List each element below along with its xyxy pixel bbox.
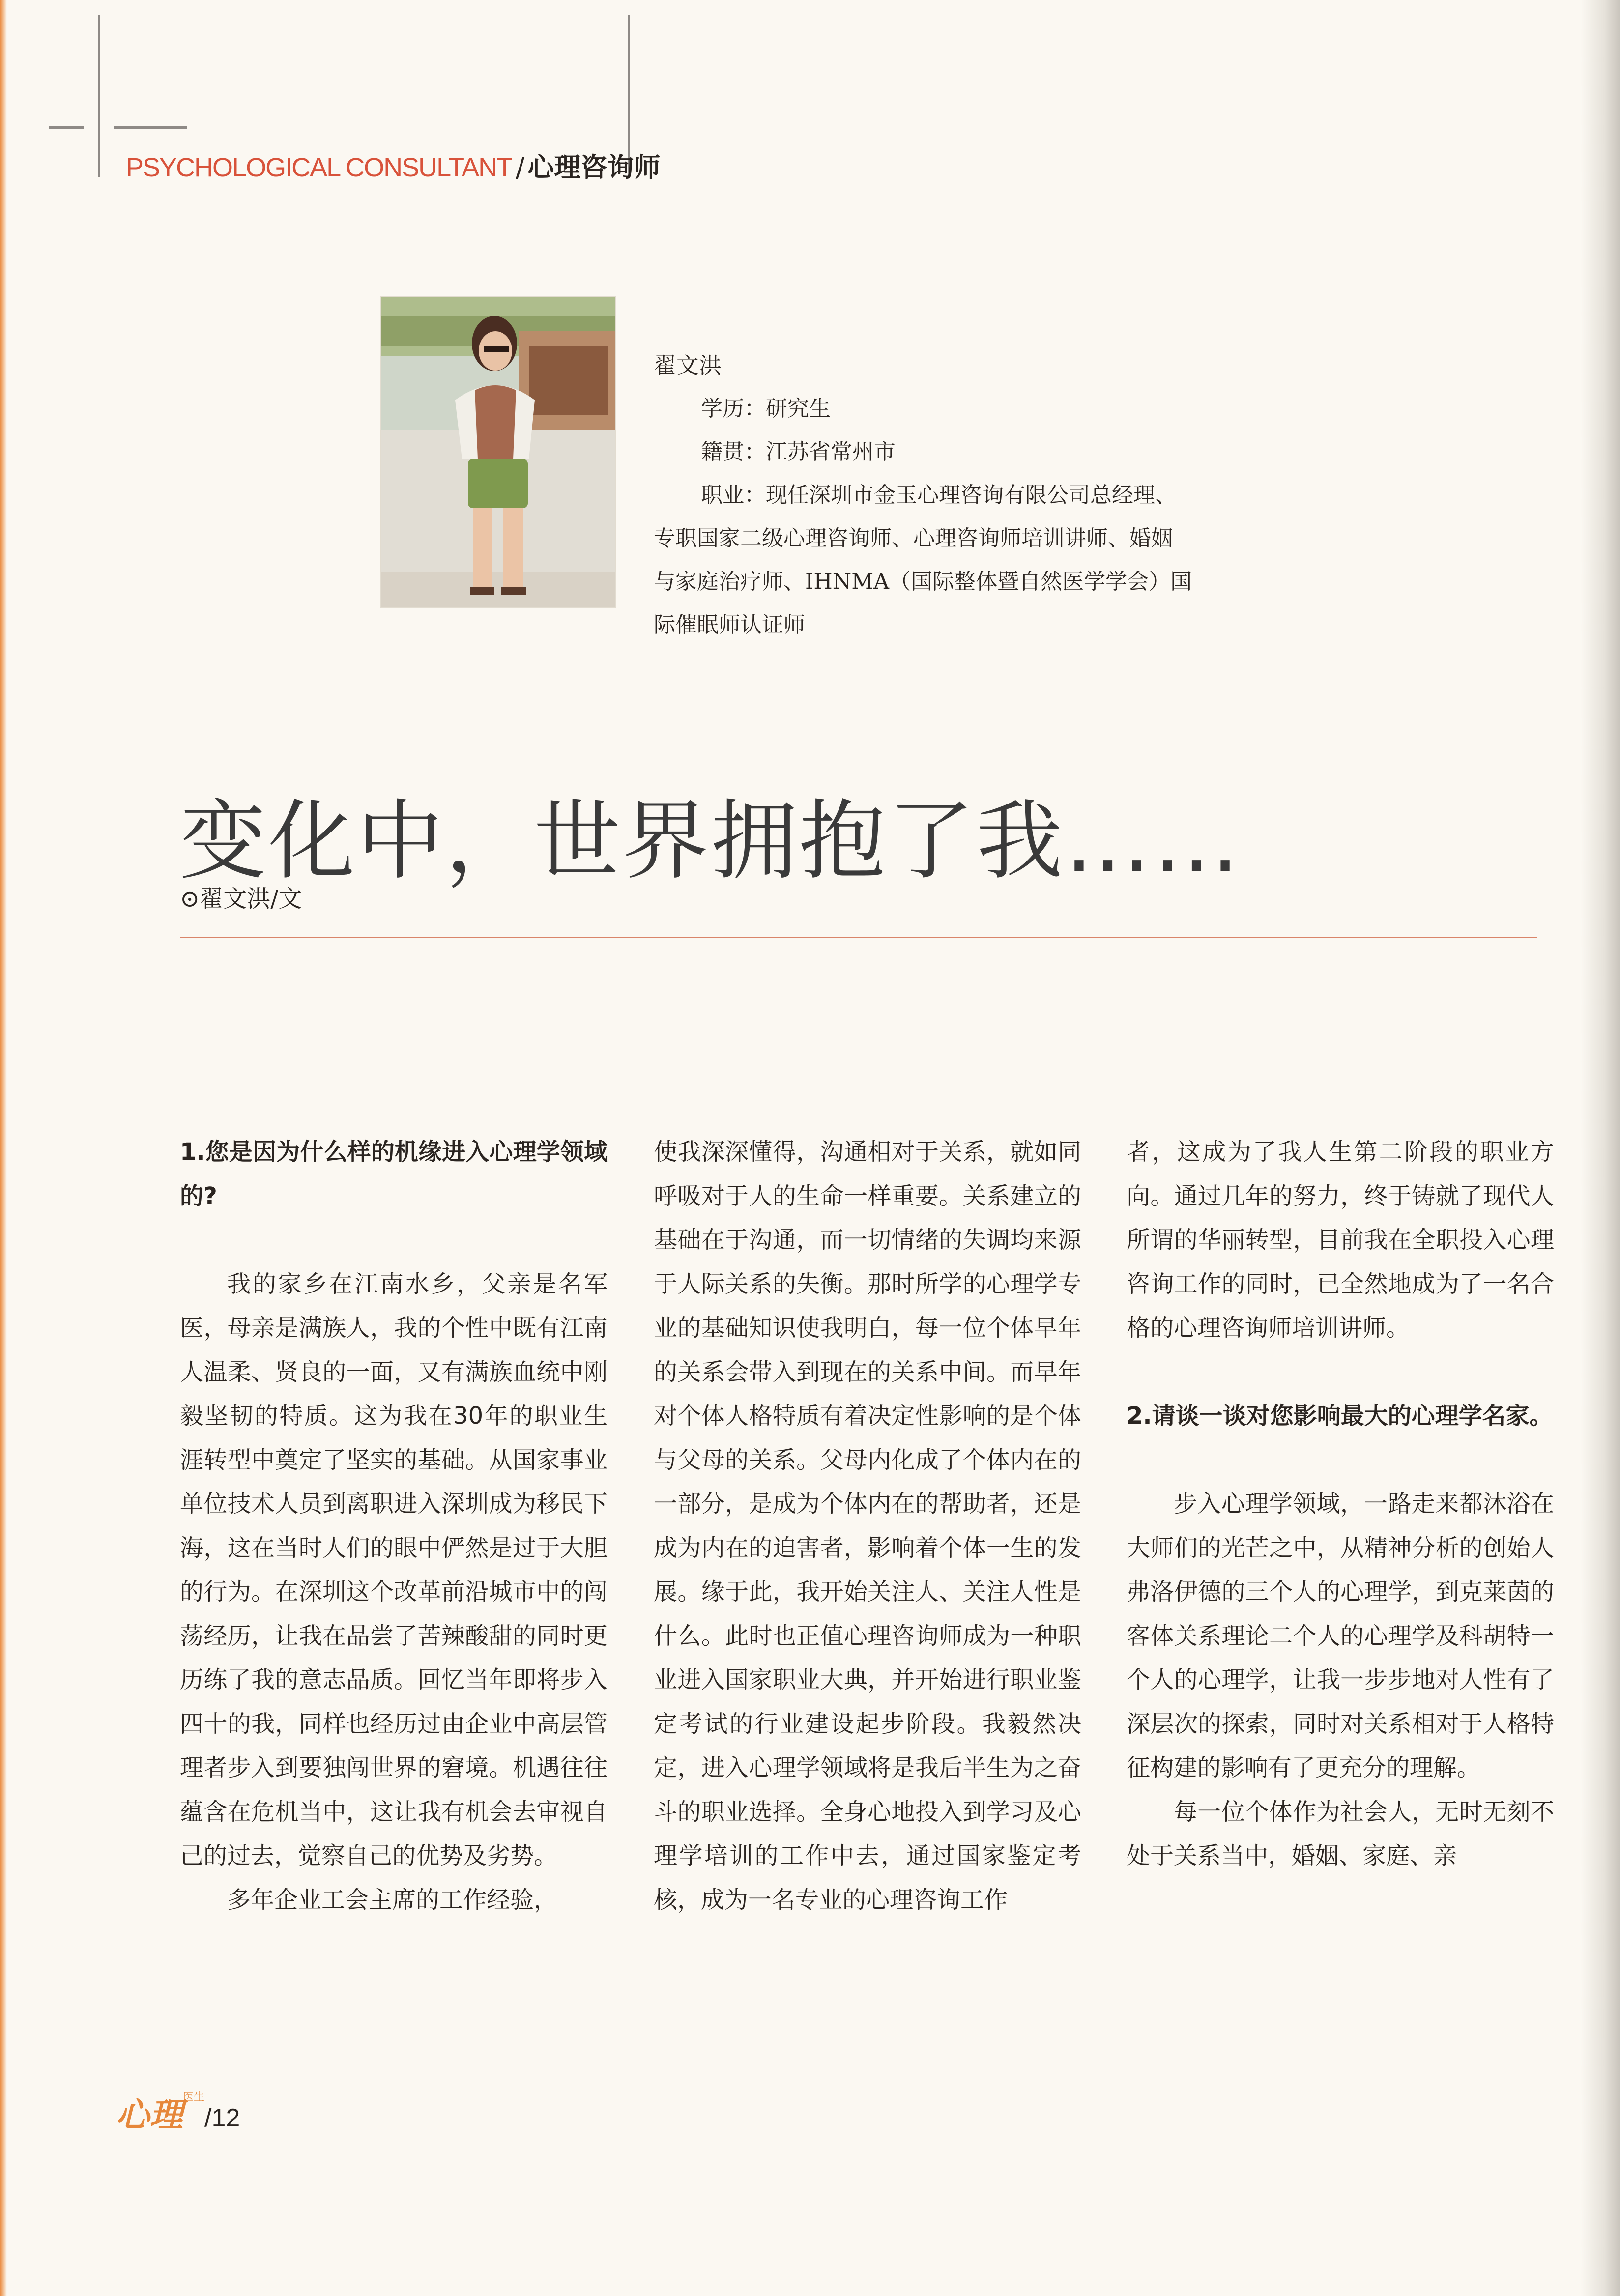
paragraph: 者，这成为了我人生第二阶段的职业方向。通过几年的努力，终于铸就了现代人所谓的华丽转型，目前我在全职投入心理咨询工作的同时，已全然地成为了一名合格的心理咨询师培训讲师。 [1127, 1138, 1554, 1342]
author-photo [381, 297, 615, 607]
title-divider [180, 937, 1537, 938]
article-byline: ⊙翟文洪/文 [180, 885, 302, 913]
question-heading: 2.请谈一谈对您影响最大的心理学名家。 [1127, 1402, 1553, 1430]
bio-origin: 籍贯：江苏省常州市 [701, 439, 896, 464]
header-dash [114, 126, 187, 129]
page-edge-right [1581, 0, 1620, 2296]
author-photo-image [381, 297, 615, 607]
text-column-2 [654, 1130, 1081, 1922]
paragraph: 我的家乡在江南水乡，父亲是名军医，母亲是满族人，我的个性中既有江南人温柔、贤良的一面，又有满族血统中刚毅坚韧的特质。这为我在30年的职业生涯转型中奠定了坚实的基础。从国家事业单位技术人员到离职进入深圳成为移民下海，这在当时人们的眼中俨然是过于大胆的行为。在深圳这个改革前沿城市中的闯荡经历，让我在品尝了苦辣酸甜的同时更历练了我的意志品质。回忆当年即将步入四十的我，同样也经历过由企业中高层管理者步入到要独闯世界的窘境。机遇往往蕴含在危机当中，这让我有机会去审视自己的过去，觉察自己的优势及劣势。 [180, 1270, 608, 1869]
paragraph: 每一位个体作为社会人，无时无刻不处于关系当中，婚姻、家庭、亲 [1127, 1798, 1554, 1869]
paragraph: 使我深深懂得，沟通相对于关系，就如同呼吸对于人的生命一样重要。关系建立的基础在于沟通，而一切情绪的失调均来源于人际关系的失衡。那时所学的心理学专业的基础知识使我明白，每一位个体早年的关系会带入到现在的关系中间。而早年对个体人格特质有着决定性影响的是个体与父母的关系。父母内化成了个体内在的一部分，是成为个体内在的帮助者，还是成为内在的迫害者，影响着个体一生的发展。缘于此，我开始关注人、关注人性是什么。此时也正值心理咨询师成为一种职业进入国家职业大典，并开始进行职业鉴定考试的行业建设起步阶段。我毅然决定，进入心理学领域将是我后半生为之奋斗的职业选择。全身心地投入到学习及心理学培训的工作中去，通过国家鉴定考核，成为一名专业的心理咨询工作 [654, 1138, 1081, 1914]
text-column-1 [180, 1130, 608, 1922]
bio-occupation-cont: 与家庭治疗师、IHNMA（国际整体暨自然医学学会）国 [654, 569, 1192, 594]
question-heading: 1.您是因为什么样的机缘进入心理学领域的? [180, 1138, 608, 1210]
bio-occupation: 职业：现任深圳市金玉心理咨询有限公司总经理、 [701, 483, 1177, 508]
bio-education: 学历：研究生 [701, 396, 831, 421]
bio-occupation-cont: 际催眠师认证师 [654, 612, 805, 637]
magazine-logo: 心理 [116, 2096, 183, 2135]
author-bio [654, 344, 1283, 647]
guide-line-left [98, 15, 100, 177]
header-dash-left [49, 126, 84, 129]
text-column-3 [1127, 1130, 1554, 1878]
paragraph: 多年企业工会主席的工作经验， [227, 1886, 558, 1914]
article-title: 变化中，世界拥抱了我…… [180, 791, 1242, 891]
magazine-logo-sub: 医生 [183, 2091, 205, 2103]
bio-occupation-cont: 专职国家二级心理咨询师、心理咨询师培训讲师、婚姻 [654, 526, 1173, 551]
section-title-en: PSYCHOLOGICAL CONSULTANT [126, 153, 512, 182]
page-number: /12 [204, 2104, 240, 2132]
author-name: 翟文洪 [654, 352, 722, 379]
page-footer [116, 2089, 240, 2136]
section-header [126, 146, 660, 184]
section-separator: / [516, 152, 524, 183]
paragraph: 步入心理学领域，一路走来都沐浴在大师们的光芒之中，从精神分析的创始人弗洛伊德的三个人的心理学，到克莱茵的客体关系理论二个人的心理学及科胡特一个人的心理学，让我一步步地对人性有了深层次的探索，同时对关系相对于人格特征构建的影响有了更充分的理解。 [1127, 1490, 1554, 1781]
page-edge-left [0, 0, 7, 2296]
section-title-zh: 心理咨询师 [527, 152, 661, 183]
